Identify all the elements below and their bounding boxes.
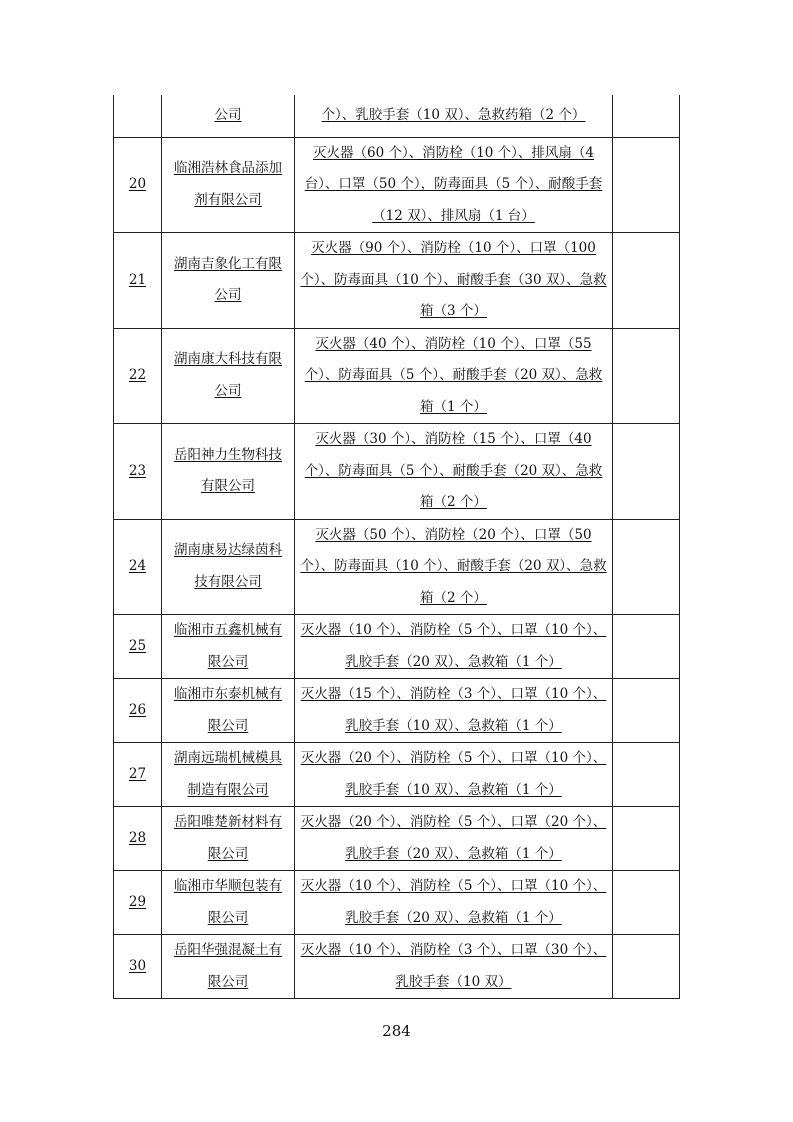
row-number-text: 21	[128, 271, 147, 288]
company-name-text: 湖南康大科技有限公司	[174, 351, 282, 399]
company-name-text: 临湘市华顺包装有限公司	[174, 878, 282, 926]
table-row-continuation	[114, 95, 680, 137]
company-name-cell	[162, 233, 295, 329]
table-row	[114, 679, 680, 743]
company-name-text: 临湘浩林食品添加剂有限公司	[174, 160, 282, 208]
equipment-detail-cell	[295, 807, 613, 871]
equipment-detail-cell	[295, 743, 613, 807]
equipment-detail-cell: 个）、乳胶手套（10 双）、急救药箱（2 个）	[295, 95, 613, 137]
equipment-detail-text: 灭火器（10 个）、消防栓（5 个）、口罩（10 个）、乳胶手套（20 双）、急救箱（1 个）	[300, 622, 607, 670]
equipment-detail-text: 灭火器（90 个）、消防栓（10 个）、口罩（100 个）、防毒面具（10 个）、耐酸手套（30 双）、急救箱（3 个）	[300, 240, 607, 319]
company-name-cell	[162, 679, 295, 743]
row-number-cell	[114, 328, 162, 424]
company-name-cell	[162, 328, 295, 424]
row-number-text: 20	[128, 176, 147, 192]
note-cell	[613, 95, 680, 137]
equipment-detail-text: 灭火器（15 个）、消防栓（3 个）、口罩（10 个）、乳胶手套（10 双）、急救箱（1 个）	[300, 686, 607, 734]
row-number-text: 23	[128, 462, 147, 479]
row-number-text: 28	[128, 829, 147, 846]
row-number-text: 27	[128, 765, 147, 782]
table-row	[114, 233, 680, 329]
table-row	[114, 615, 680, 679]
company-name-text: 临湘市东泰机械有限公司	[174, 686, 282, 734]
table-row	[114, 871, 680, 935]
company-name-cell: 公司	[162, 95, 295, 137]
note-cell	[613, 679, 680, 743]
page-number: 284	[382, 1022, 411, 1040]
company-name-text: 湖南远瑞机械模具制造有限公司	[174, 750, 282, 798]
company-name-text: 临湘市五鑫机械有限公司	[174, 622, 282, 670]
row-number-cell	[114, 935, 162, 999]
company-name-text: 岳阳神力生物科技有限公司	[174, 446, 282, 495]
row-number-cell	[114, 807, 162, 871]
row-number-cell	[114, 615, 162, 679]
note-cell	[613, 935, 680, 999]
company-name-text: 岳阳华强混凝土有限公司	[174, 942, 282, 990]
equipment-detail-cell	[295, 679, 613, 743]
equipment-detail-text: 灭火器（40 个）、消防栓（10 个）、口罩（55 个）、防毒面具（5 个）、耐酸手套（20 双）、急救箱（1 个）	[304, 335, 603, 415]
company-name-cell	[162, 935, 295, 999]
company-name-cell	[162, 871, 295, 935]
note-cell	[613, 424, 680, 520]
equipment-detail-text: 灭火器（50 个）、消防栓（20 个）、口罩（50 个）、防毒面具（10 个）、耐酸手套（20 双）、急救箱（2 个）	[300, 526, 607, 606]
equipment-detail-cell	[295, 233, 613, 329]
equipment-detail-cell	[295, 519, 613, 615]
equipment-detail-cell	[295, 871, 613, 935]
company-name-cell	[162, 424, 295, 520]
equipment-detail-cell	[295, 615, 613, 679]
equipment-detail-cell	[295, 424, 613, 520]
equipment-detail-text: 灭火器（30 个）、消防栓（15 个）、口罩（40 个）、防毒面具（5 个）、耐酸手套（20 双）、急救箱（2 个）	[304, 431, 603, 510]
row-number-cell	[114, 95, 162, 137]
emergency-equipment-table	[113, 95, 680, 999]
note-cell	[613, 615, 680, 679]
note-cell	[613, 871, 680, 935]
company-name-cell	[162, 743, 295, 807]
company-name-text: 岳阳唯楚新材料有限公司	[174, 814, 282, 862]
table-row	[114, 935, 680, 999]
table-row	[114, 328, 680, 424]
equipment-detail-cell	[295, 328, 613, 424]
equipment-detail-text: 灭火器（20 个）、消防栓（5 个）、口罩（20 个）、乳胶手套（20 双）、急救箱（1 个）	[300, 814, 607, 862]
row-number-cell	[114, 519, 162, 615]
company-name-text: 湖南吉象化工有限公司	[174, 255, 282, 304]
row-number-text: 30	[128, 957, 147, 974]
equipment-detail-cell	[295, 137, 613, 233]
row-number-cell	[114, 233, 162, 329]
note-cell	[613, 233, 680, 329]
company-name-cell	[162, 519, 295, 615]
row-number-text: 24	[128, 558, 147, 574]
equipment-detail-text: 灭火器（60 个）、消防栓（10 个）、排风扇（4 台）、口罩（50 个），防毒面具（5 个）、耐酸手套（12 双）、排风扇（1 台）	[304, 144, 603, 224]
row-number-cell	[114, 679, 162, 743]
note-cell	[613, 519, 680, 615]
equipment-detail-text: 灭火器（10 个）、消防栓（5 个）、口罩（10 个）、乳胶手套（20 双）、急救箱（1 个）	[300, 878, 607, 926]
table-row	[114, 424, 680, 520]
row-number-text: 29	[128, 893, 147, 910]
note-cell	[613, 743, 680, 807]
row-number-cell	[114, 743, 162, 807]
row-number-text: 22	[128, 367, 147, 383]
company-name-cell	[162, 807, 295, 871]
row-number-text: 26	[128, 701, 147, 718]
company-name-text: 湖南康易达绿茵科技有限公司	[174, 542, 282, 590]
note-cell	[613, 807, 680, 871]
row-number-cell	[114, 137, 162, 233]
table-row	[114, 519, 680, 615]
row-number-text: 25	[128, 637, 147, 654]
company-name-cell	[162, 615, 295, 679]
row-number-cell	[114, 871, 162, 935]
company-name-cell	[162, 137, 295, 233]
note-cell	[613, 328, 680, 424]
equipment-detail-cell	[295, 935, 613, 999]
table-row	[114, 743, 680, 807]
table-row	[114, 807, 680, 871]
equipment-detail-text: 灭火器（10 个）、消防栓（3 个）、口罩（30 个）、乳胶手套（10 双）	[300, 942, 607, 990]
row-number-cell	[114, 424, 162, 520]
table-row	[114, 137, 680, 233]
equipment-detail-text: 灭火器（20 个）、消防栓（5 个）、口罩（10 个）、乳胶手套（10 双）、急救箱（1 个）	[300, 750, 607, 798]
note-cell	[613, 137, 680, 233]
